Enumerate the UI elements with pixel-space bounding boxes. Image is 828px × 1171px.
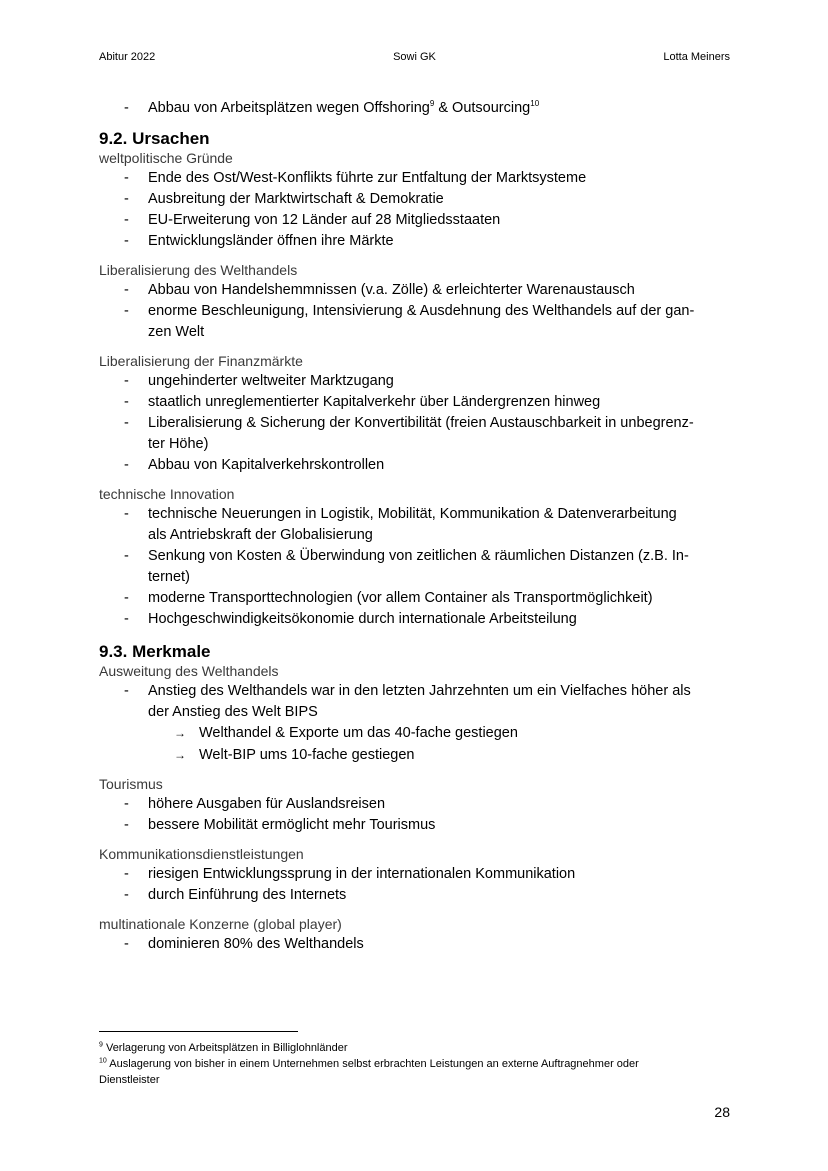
subheading: weltpolitische Gründe: [99, 150, 233, 166]
list-item: - enorme Beschleunigung, Intensivierung & Ausdehnung des Welthandels auf der gan- zen Welt: [99, 301, 731, 343]
section-title-ursachen: 9.2. Ursachen: [99, 129, 210, 148]
list-item: - höhere Ausgaben für Auslandsreisen: [99, 794, 731, 815]
subheading: Liberalisierung der Finanzmärkte: [99, 353, 303, 369]
list-item: - moderne Transporttechnologien (vor allem Container als Transportmöglichkeit): [99, 588, 731, 609]
footnote-continuation: Dienstleister: [99, 1074, 160, 1086]
bullet-list: [99, 168, 731, 252]
arrow-right-icon: →: [174, 747, 186, 762]
arrow-item: → Welthandel & Exporte um das 40-fache gestiegen: [99, 723, 731, 745]
list-item: - bessere Mobilität ermöglicht mehr Tourismus: [99, 815, 731, 836]
list-item: - dominieren 80% des Welthandels: [99, 934, 731, 955]
header-left: Abitur 2022: [99, 51, 156, 63]
page-content: [99, 98, 731, 955]
bullet-list: [99, 934, 731, 955]
header-right: Lotta Meiners: [663, 51, 730, 63]
footnote: $^{10}$ Auslagerung von bisher in einem Unternehmen selbst erbrachten Leistungen an externe Auftragnehmer oder: [99, 1057, 639, 1070]
subheading: technische Innovation: [99, 486, 235, 502]
bullet-list: [99, 864, 731, 906]
footnote-ref: 10: [530, 99, 540, 109]
list-item: - riesigen Entwicklungssprung in der internationalen Kommunikation: [99, 864, 731, 885]
bullet-list: [99, 794, 731, 836]
list-item: - technische Neuerungen in Logistik, Mobilität, Kommunikation & Datenverarbeitung als Antriebskraft der Globalisierung: [99, 504, 731, 546]
arrow-right-icon: →: [174, 726, 186, 740]
footnote: $^9$ Verlagerung von Arbeitsplätzen in Billiglohnländer: [99, 1041, 348, 1054]
bullet-list: [99, 280, 731, 343]
footnote-divider: [99, 1031, 298, 1032]
header-center: Sowi GK: [393, 51, 436, 63]
list-item: - Abbau von Arbeitsplätzen wegen Offshoring$^9$ & Outsourcing$^{10}$: [99, 98, 731, 119]
subheading: Ausweitung des Welthandels: [99, 663, 279, 679]
list-item: - durch Einführung des Internets: [99, 885, 731, 906]
subheading: Liberalisierung des Welthandels: [99, 262, 298, 278]
list-item: - Ende des Ost/West-Konflikts führte zur Entfaltung der Marktsysteme: [99, 168, 731, 189]
list-item: - Entwicklungsländer öffnen ihre Märkte: [99, 231, 731, 252]
list-item: - Anstieg des Welthandels war in den letzten Jahrzehnten um ein Vielfaches höher als der Anstieg des Welt BIPS: [99, 681, 731, 723]
subheading: multinationale Konzerne (global player): [99, 916, 342, 932]
arrow-list: [99, 723, 731, 766]
page-number: 28: [714, 1104, 730, 1120]
list-item: - Ausbreitung der Marktwirtschaft & Demokratie: [99, 189, 731, 210]
list-item: - Hochgeschwindigkeitsökonomie durch internationale Arbeitsteilung: [99, 609, 731, 630]
bullet-list: [99, 681, 731, 723]
top-list: [99, 98, 731, 119]
bullet-list: [99, 371, 731, 476]
subheading: Tourismus: [99, 776, 163, 792]
list-item: - Liberalisierung & Sicherung der Konvertibilität (freien Austauschbarkeit in unbegrenz- ter Höhe): [99, 413, 731, 455]
footnotes: [99, 1040, 731, 1088]
list-item: - staatlich unreglementierter Kapitalverkehr über Ländergrenzen hinweg: [99, 392, 731, 413]
list-item: - Senkung von Kosten & Überwindung von zeitlichen & räumlichen Distanzen (z.B. In- ternet): [99, 546, 731, 588]
section-title-merkmale: 9.3. Merkmale: [99, 642, 211, 661]
arrow-item: → Welt-BIP ums 10-fache gestiegen: [99, 745, 731, 767]
list-item: - Abbau von Kapitalverkehrskontrollen: [99, 455, 731, 476]
subheading: Kommunikationsdienstleistungen: [99, 846, 304, 862]
list-item: - Abbau von Handelshemmnissen (v.a. Zölle) & erleichterter Warenaustausch: [99, 280, 731, 301]
list-item: - EU-Erweiterung von 12 Länder auf 28 Mitgliedsstaaten: [99, 210, 731, 231]
bullet-list: [99, 504, 731, 630]
list-item: - ungehinderter weltweiter Marktzugang: [99, 371, 731, 392]
page-header: [99, 51, 730, 65]
footnote-ref: 9: [429, 99, 435, 109]
